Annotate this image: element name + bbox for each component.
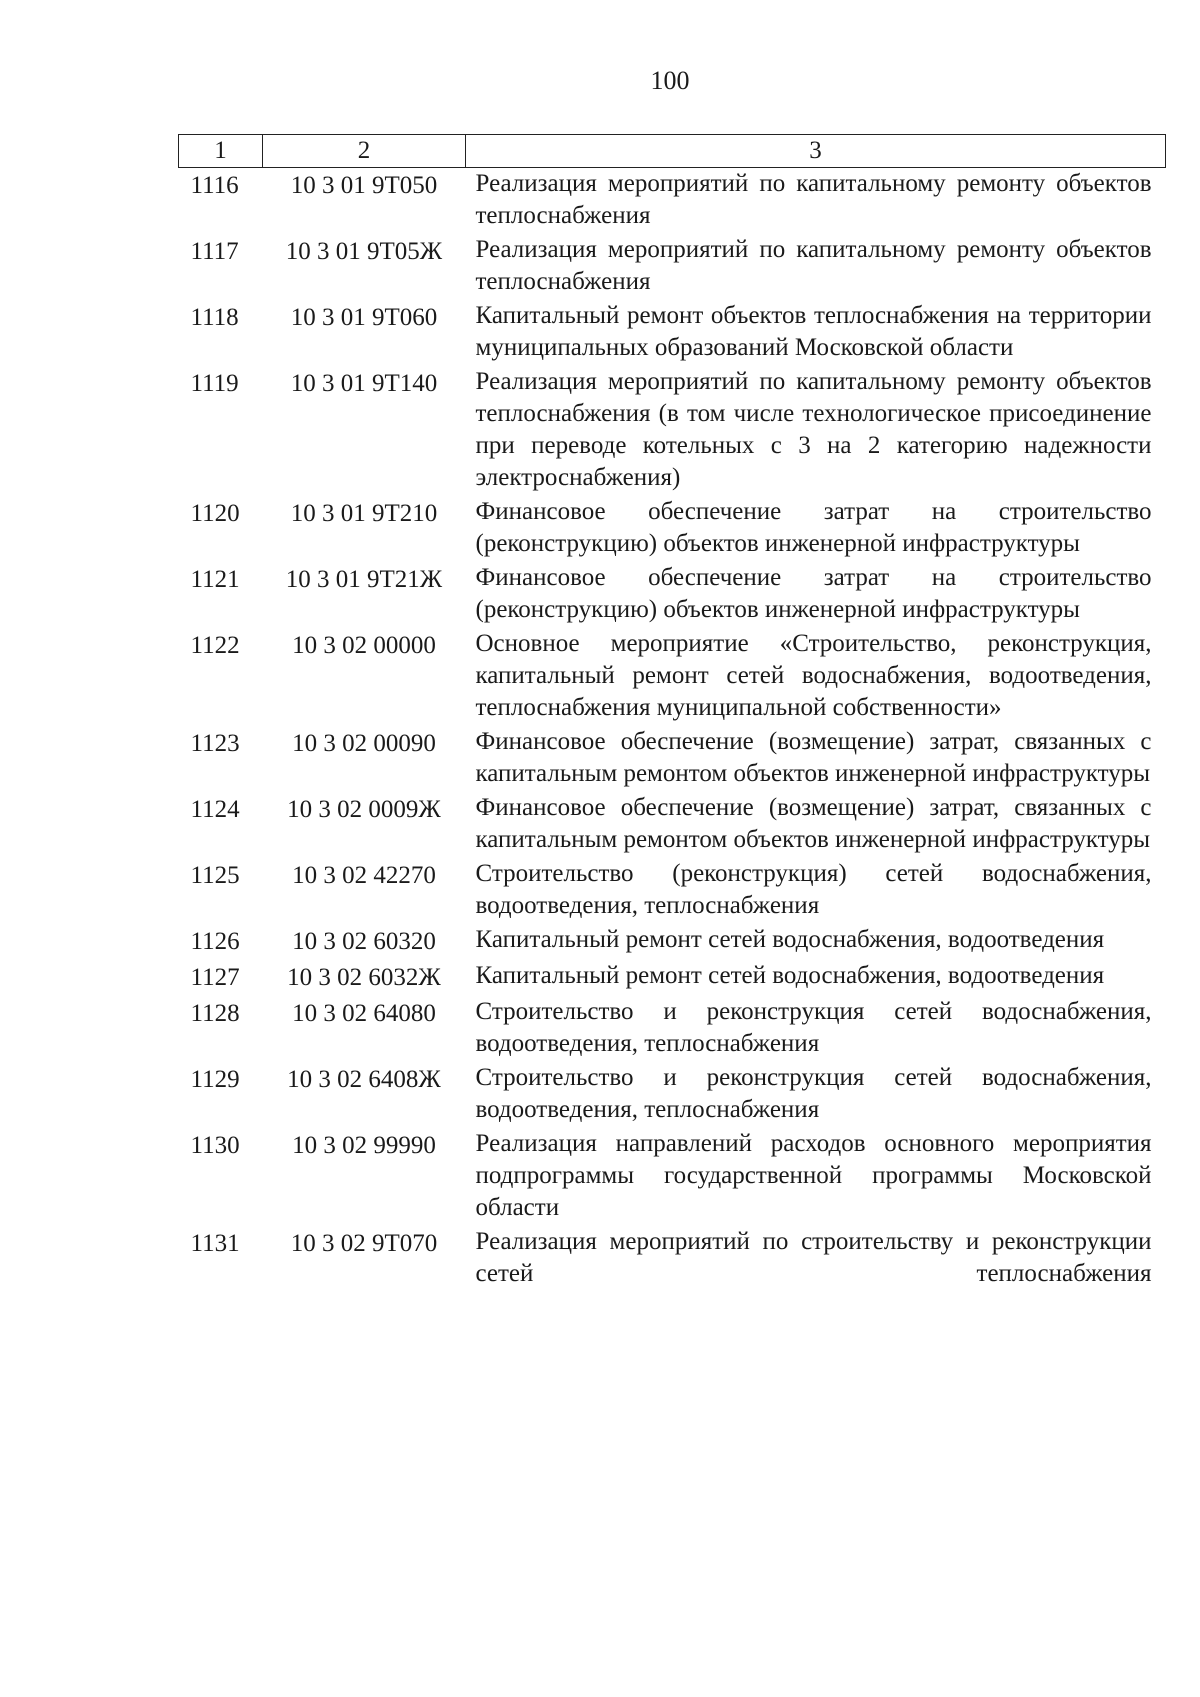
expense-description: Капитальный ремонт сетей водоснабжения, водоотведения: [475, 926, 1105, 953]
table-row: [179, 726, 1166, 792]
budget-code: 10 3 01 9Т140: [290, 370, 438, 397]
budget-code: 10 3 01 9Т21Ж: [285, 566, 443, 593]
expense-description: Финансовое обеспечение затрат на строительство (реконструкцию) объектов инженерной инфраструктуры: [475, 564, 1152, 623]
budget-code: 10 3 02 64080: [292, 1000, 436, 1027]
row-number: 1128: [190, 1000, 240, 1027]
table-row: [179, 628, 1166, 726]
expense-description: Строительство (реконструкция) сетей водоснабжения, водоотведения, теплоснабжения: [475, 860, 1152, 919]
budget-code: 10 3 02 0009Ж: [287, 796, 441, 823]
row-number: 1116: [190, 172, 239, 199]
budget-code: 10 3 01 9Т05Ж: [285, 238, 443, 265]
expense-description: Финансовое обеспечение (возмещение) затрат, связанных с капитальным ремонтом объектов инженерной инфраструктуры: [475, 794, 1152, 853]
table-row: [179, 1062, 1166, 1128]
budget-code: 10 3 02 6032Ж: [287, 964, 441, 991]
expense-description: Капитальный ремонт объектов теплоснабжения на территории муниципальных образований Московской области: [475, 302, 1152, 361]
table-row: [179, 234, 1166, 300]
row-number: 1126: [190, 928, 240, 955]
expense-description: Финансовое обеспечение затрат на строительство (реконструкцию) объектов инженерной инфраструктуры: [475, 498, 1152, 557]
header-col-3: 3: [466, 135, 1166, 168]
budget-code: 10 3 02 99990: [292, 1132, 436, 1159]
row-number: 1127: [190, 964, 240, 991]
table-header-row: [179, 135, 1166, 168]
row-number: 1119: [190, 370, 239, 397]
table-row: [179, 858, 1166, 924]
table-row: [179, 366, 1166, 496]
table-row: [179, 562, 1166, 628]
budget-code: 10 3 02 42270: [292, 862, 436, 889]
expense-description: Реализация мероприятий по капитальному ремонту объектов теплоснабжения (в том числе технологическое присоединение при переводе котельных с 3 на 2 категорию надежности электроснабжения): [475, 368, 1152, 491]
budget-code: 10 3 02 60320: [292, 928, 436, 955]
row-number: 1120: [190, 500, 240, 527]
expense-description: Реализация мероприятий по капитальному ремонту объектов теплоснабжения: [475, 170, 1152, 229]
budget-code: 10 3 01 9Т050: [290, 172, 438, 199]
expense-description: Реализация мероприятий по капитальному ремонту объектов теплоснабжения: [475, 236, 1152, 295]
table-row: [179, 1226, 1166, 1292]
expense-description: Строительство и реконструкция сетей водоснабжения, водоотведения, теплоснабжения: [475, 998, 1152, 1057]
table-row: [179, 168, 1166, 235]
budget-code: 10 3 02 9Т070: [290, 1230, 438, 1257]
table-row: [179, 1128, 1166, 1226]
table-row: [179, 300, 1166, 366]
table-row: [179, 496, 1166, 562]
budget-code: 10 3 01 9Т210: [290, 500, 438, 527]
row-number: 1123: [190, 730, 240, 757]
budget-code: 10 3 02 00000: [292, 632, 436, 659]
row-number: 1118: [190, 304, 239, 331]
table-row: [179, 960, 1166, 996]
row-number: 1122: [190, 632, 240, 659]
expense-description: Реализация направлений расходов основного мероприятия подпрограммы государственной программы Московской области: [475, 1130, 1152, 1221]
page-number: 100: [650, 66, 690, 95]
table-row: [179, 996, 1166, 1062]
expense-description: Строительство и реконструкция сетей водоснабжения, водоотведения, теплоснабжения: [475, 1064, 1152, 1123]
row-number: 1130: [190, 1132, 240, 1159]
header-col-2: 2: [263, 135, 466, 168]
table-row: [179, 792, 1166, 858]
table-row: [179, 924, 1166, 960]
row-number: 1131: [190, 1230, 240, 1257]
expense-description: Реализация мероприятий по строительству и реконструкции сетей теплоснабжения: [475, 1228, 1152, 1287]
row-number: 1129: [190, 1066, 240, 1093]
classification-table: [178, 134, 1166, 1292]
row-number: 1121: [190, 566, 240, 593]
budget-code: 10 3 01 9Т060: [290, 304, 438, 331]
row-number: 1117: [190, 238, 239, 265]
row-number: 1124: [190, 796, 240, 823]
table-body: [179, 168, 1166, 1293]
expense-description: Финансовое обеспечение (возмещение) затрат, связанных с капитальным ремонтом объектов инженерной инфраструктуры: [475, 728, 1152, 787]
row-number: 1125: [190, 862, 240, 889]
expense-description: Основное мероприятие «Строительство, реконструкция, капитальный ремонт сетей водоснабжения, водоотведения, теплоснабжения муниципальной собственности»: [475, 630, 1152, 721]
expense-description: Капитальный ремонт сетей водоснабжения, водоотведения: [475, 962, 1105, 989]
budget-code: 10 3 02 6408Ж: [287, 1066, 441, 1093]
budget-code: 10 3 02 00090: [292, 730, 436, 757]
header-col-1: 1: [179, 135, 263, 168]
